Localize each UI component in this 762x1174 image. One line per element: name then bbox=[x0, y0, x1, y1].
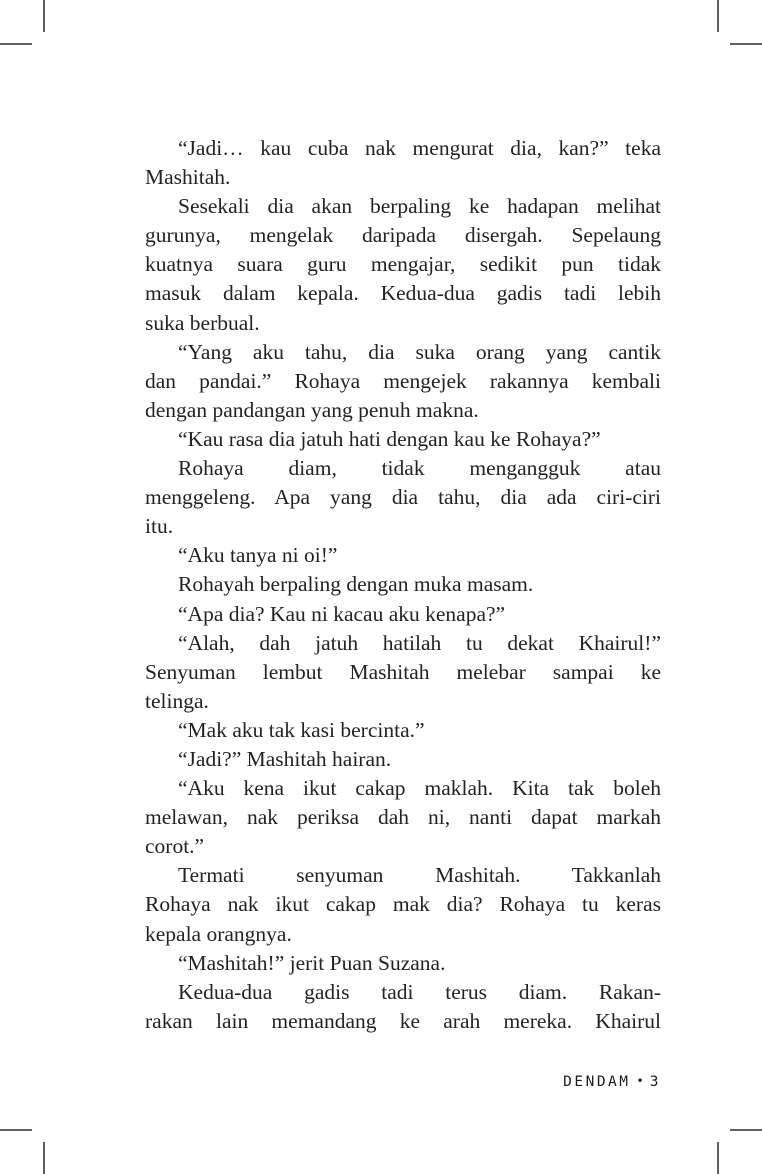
text-line: dan pandai.” Rohaya mengejek rakannya kembali bbox=[145, 368, 661, 393]
text-line: Rohaya nak ikut cakap mak dia? Rohaya tu keras bbox=[145, 892, 661, 917]
crop-mark-top-left-horizontal bbox=[0, 43, 32, 45]
text-line: masuk dalam kepala. Kedua-dua gadis tadi lebih bbox=[145, 281, 661, 306]
text-line: corot.” bbox=[145, 834, 205, 859]
text-line: kepala orangnya. bbox=[145, 921, 292, 946]
page-footer bbox=[145, 1072, 661, 1091]
crop-mark-top-right-horizontal bbox=[730, 43, 762, 45]
text-line: dengan pandangan yang penuh makna. bbox=[145, 397, 479, 422]
text-line: “Alah, dah jatuh hatilah tu dekat Khairul!” bbox=[178, 630, 661, 655]
crop-mark-bottom-left-horizontal bbox=[0, 1129, 32, 1131]
body-text bbox=[145, 134, 661, 1036]
text-line: “Yang aku tahu, dia suka orang yang cantik bbox=[178, 339, 661, 364]
text-line: “Jadi?” Mashitah hairan. bbox=[178, 746, 392, 771]
text-line: “Kau rasa dia jatuh hati dengan kau ke Rohaya?” bbox=[178, 426, 601, 451]
text-line: gurunya, mengelak daripada disergah. Sepelaung bbox=[145, 223, 661, 248]
text-line: Senyuman lembut Mashitah melebar sampai ke bbox=[145, 659, 661, 684]
crop-mark-bottom-right-vertical bbox=[717, 1142, 719, 1174]
text-line: Mashitah. bbox=[145, 165, 231, 190]
crop-mark-bottom-right-horizontal bbox=[730, 1129, 762, 1131]
crop-mark-bottom-left-vertical bbox=[43, 1142, 45, 1174]
text-line: Kedua-dua gadis tadi terus diam. Rakan- bbox=[178, 979, 661, 1004]
text-line: rakan lain memandang ke arah mereka. Khairul bbox=[145, 1008, 661, 1033]
text-line: melawan, nak periksa dah ni, nanti dapat markah bbox=[145, 805, 661, 830]
crop-mark-top-left-vertical bbox=[43, 0, 45, 32]
text-line: “Aku tanya ni oi!” bbox=[178, 543, 338, 568]
text-line: kuatnya suara guru mengajar, sedikit pun tidak bbox=[145, 252, 661, 277]
text-line: telinga. bbox=[145, 688, 209, 713]
text-line: Rohayah berpaling dengan muka masam. bbox=[178, 572, 534, 597]
page-number: 3 bbox=[649, 1074, 661, 1090]
text-line: menggeleng. Apa yang dia tahu, dia ada ciri-ciri bbox=[145, 485, 661, 510]
text-line: “Mak aku tak kasi bercinta.” bbox=[178, 717, 425, 742]
text-line: “Aku kena ikut cakap maklah. Kita tak boleh bbox=[178, 776, 661, 801]
text-line: Rohaya diam, tidak mengangguk atau bbox=[178, 456, 661, 481]
text-line: “Apa dia? Kau ni kacau aku kenapa?” bbox=[178, 601, 506, 626]
footer-bullet-separator: • bbox=[636, 1074, 644, 1088]
crop-mark-top-right-vertical bbox=[717, 0, 719, 32]
text-line: Sesekali dia akan berpaling ke hadapan melihat bbox=[178, 194, 661, 219]
text-line: suka berbual. bbox=[145, 310, 260, 335]
text-line: Termati senyuman Mashitah. Takkanlah bbox=[178, 863, 661, 888]
text-line: “Jadi… kau cuba nak mengurat dia, kan?” teka bbox=[178, 136, 661, 160]
text-line: itu. bbox=[145, 514, 174, 539]
text-line: “Mashitah!” jerit Puan Suzana. bbox=[178, 950, 446, 975]
running-title: DENDAM bbox=[563, 1074, 631, 1090]
